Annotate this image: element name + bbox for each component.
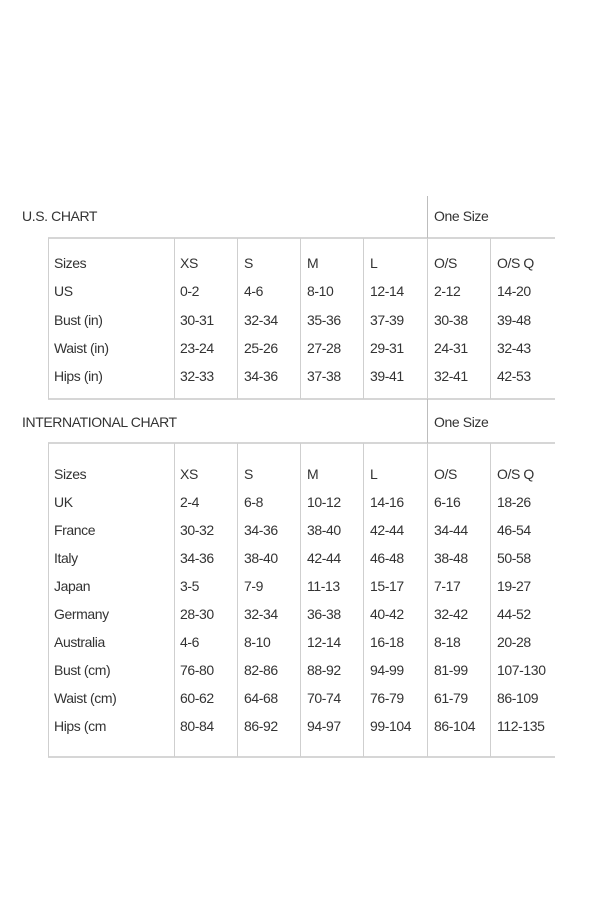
table-cell: 12-14: [370, 283, 404, 299]
table-cell: 2-4: [180, 494, 200, 510]
table-cell: S: [244, 466, 253, 482]
table-cell: 32-34: [244, 606, 278, 622]
row-label: Waist (in): [54, 340, 109, 356]
row-label: Italy: [54, 550, 78, 566]
table-row: [0, 578, 600, 606]
table-cell: S: [244, 255, 253, 271]
table-cell: 30-31: [180, 312, 214, 328]
table-row: [0, 550, 600, 578]
table-cell: 112-135: [497, 718, 545, 734]
table-cell: 0-2: [180, 283, 200, 299]
us-header-divider: [48, 237, 555, 239]
table-cell: 94-99: [370, 662, 404, 678]
table-cell: 61-79: [434, 690, 468, 706]
row-label: Bust (in): [54, 312, 103, 328]
table-cell: 29-31: [370, 340, 404, 356]
table-row: [0, 634, 600, 662]
table-cell: 6-16: [434, 494, 461, 510]
table-cell: O/S Q: [497, 466, 534, 482]
table-cell: 32-41: [434, 368, 468, 384]
table-row: [0, 368, 600, 396]
row-label: Hips (in): [54, 368, 103, 384]
table-cell: 32-34: [244, 312, 278, 328]
table-row: [0, 283, 600, 311]
table-cell: 2-12: [434, 283, 461, 299]
table-cell: 70-74: [307, 690, 341, 706]
table-cell: M: [307, 466, 319, 482]
table-cell: 64-68: [244, 690, 278, 706]
table-cell: 42-44: [370, 522, 404, 538]
table-row: [0, 662, 600, 690]
table-row: [0, 522, 600, 550]
table-cell: 32-42: [434, 606, 468, 622]
table-cell: 86-104: [434, 718, 476, 734]
table-cell: 86-109: [497, 690, 539, 706]
table-cell: L: [370, 466, 378, 482]
table-cell: 88-92: [307, 662, 341, 678]
table-cell: O/S: [434, 466, 457, 482]
table-cell: XS: [180, 255, 198, 271]
table-cell: 37-38: [307, 368, 341, 384]
us-chart-title: U.S. CHART: [22, 208, 98, 224]
table-row: [0, 255, 600, 283]
row-label: Japan: [54, 578, 91, 594]
row-label: France: [54, 522, 96, 538]
table-cell: 107-130: [497, 662, 546, 678]
table-cell: 36-38: [307, 606, 341, 622]
table-row: [0, 340, 600, 368]
row-label: Sizes: [54, 466, 87, 482]
us-bottom-divider: [48, 398, 555, 400]
table-cell: 34-36: [180, 550, 214, 566]
table-cell: 94-97: [307, 718, 341, 734]
table-row: [0, 494, 600, 522]
table-cell: 46-48: [370, 550, 404, 566]
row-label: Hips (cm: [54, 718, 107, 734]
table-cell: 16-18: [370, 634, 404, 650]
table-cell: 34-44: [434, 522, 468, 538]
table-cell: 42-53: [497, 368, 531, 384]
table-cell: 42-44: [307, 550, 341, 566]
table-cell: 40-42: [370, 606, 404, 622]
table-cell: 32-33: [180, 368, 214, 384]
table-row: [0, 466, 600, 494]
table-cell: 46-54: [497, 522, 531, 538]
international-one-size-label: One Size: [434, 414, 489, 430]
table-row: [0, 606, 600, 634]
table-cell: 23-24: [180, 340, 214, 356]
table-cell: 37-39: [370, 312, 404, 328]
table-cell: 7-17: [434, 578, 461, 594]
table-cell: 27-28: [307, 340, 341, 356]
table-cell: 50-58: [497, 550, 531, 566]
table-cell: 3-5: [180, 578, 200, 594]
row-label: UK: [54, 494, 73, 510]
table-cell: 38-40: [244, 550, 278, 566]
table-row: [0, 718, 600, 746]
table-cell: L: [370, 255, 378, 271]
international-bottom-divider: [48, 756, 555, 758]
table-cell: 80-84: [180, 718, 214, 734]
table-cell: 38-40: [307, 522, 341, 538]
row-label: US: [54, 283, 73, 299]
table-cell: 82-86: [244, 662, 278, 678]
us-onesize-separator-top: [427, 196, 428, 238]
row-label: Germany: [54, 606, 109, 622]
table-cell: 18-26: [497, 494, 531, 510]
table-row: [0, 690, 600, 718]
row-label: Waist (cm): [54, 690, 117, 706]
table-cell: 81-99: [434, 662, 468, 678]
row-label: Bust (cm): [54, 662, 111, 678]
table-cell: M: [307, 255, 319, 271]
table-cell: 32-43: [497, 340, 531, 356]
table-cell: 19-27: [497, 578, 531, 594]
table-cell: 44-52: [497, 606, 531, 622]
table-cell: 30-38: [434, 312, 468, 328]
table-cell: 4-6: [180, 634, 200, 650]
table-cell: 35-36: [307, 312, 341, 328]
table-row: [0, 312, 600, 340]
international-onesize-separator-top: [427, 399, 428, 443]
table-cell: 15-17: [370, 578, 404, 594]
table-cell: 6-8: [244, 494, 264, 510]
table-cell: 11-13: [307, 578, 340, 594]
table-cell: 14-16: [370, 494, 404, 510]
table-cell: O/S: [434, 255, 457, 271]
international-chart-title: INTERNATIONAL CHART: [22, 414, 177, 430]
table-cell: 34-36: [244, 522, 278, 538]
table-cell: 8-10: [244, 634, 271, 650]
table-cell: 25-26: [244, 340, 278, 356]
table-cell: 8-10: [307, 283, 334, 299]
table-cell: 38-48: [434, 550, 468, 566]
table-cell: O/S Q: [497, 255, 534, 271]
table-cell: 76-80: [180, 662, 214, 678]
table-cell: 34-36: [244, 368, 278, 384]
table-cell: 39-41: [370, 368, 404, 384]
table-cell: 76-79: [370, 690, 404, 706]
row-label: Sizes: [54, 255, 87, 271]
table-cell: 99-104: [370, 718, 412, 734]
table-cell: 20-28: [497, 634, 531, 650]
table-cell: 30-32: [180, 522, 214, 538]
us-one-size-label: One Size: [434, 208, 489, 224]
table-cell: 28-30: [180, 606, 214, 622]
table-cell: 86-92: [244, 718, 278, 734]
table-cell: XS: [180, 466, 198, 482]
table-cell: 4-6: [244, 283, 264, 299]
table-cell: 8-18: [434, 634, 461, 650]
table-cell: 7-9: [244, 578, 264, 594]
table-cell: 10-12: [307, 494, 341, 510]
table-cell: 39-48: [497, 312, 531, 328]
row-label: Australia: [54, 634, 105, 650]
table-cell: 14-20: [497, 283, 531, 299]
table-cell: 60-62: [180, 690, 214, 706]
international-header-divider: [48, 442, 555, 444]
table-cell: 12-14: [307, 634, 341, 650]
table-cell: 24-31: [434, 340, 468, 356]
